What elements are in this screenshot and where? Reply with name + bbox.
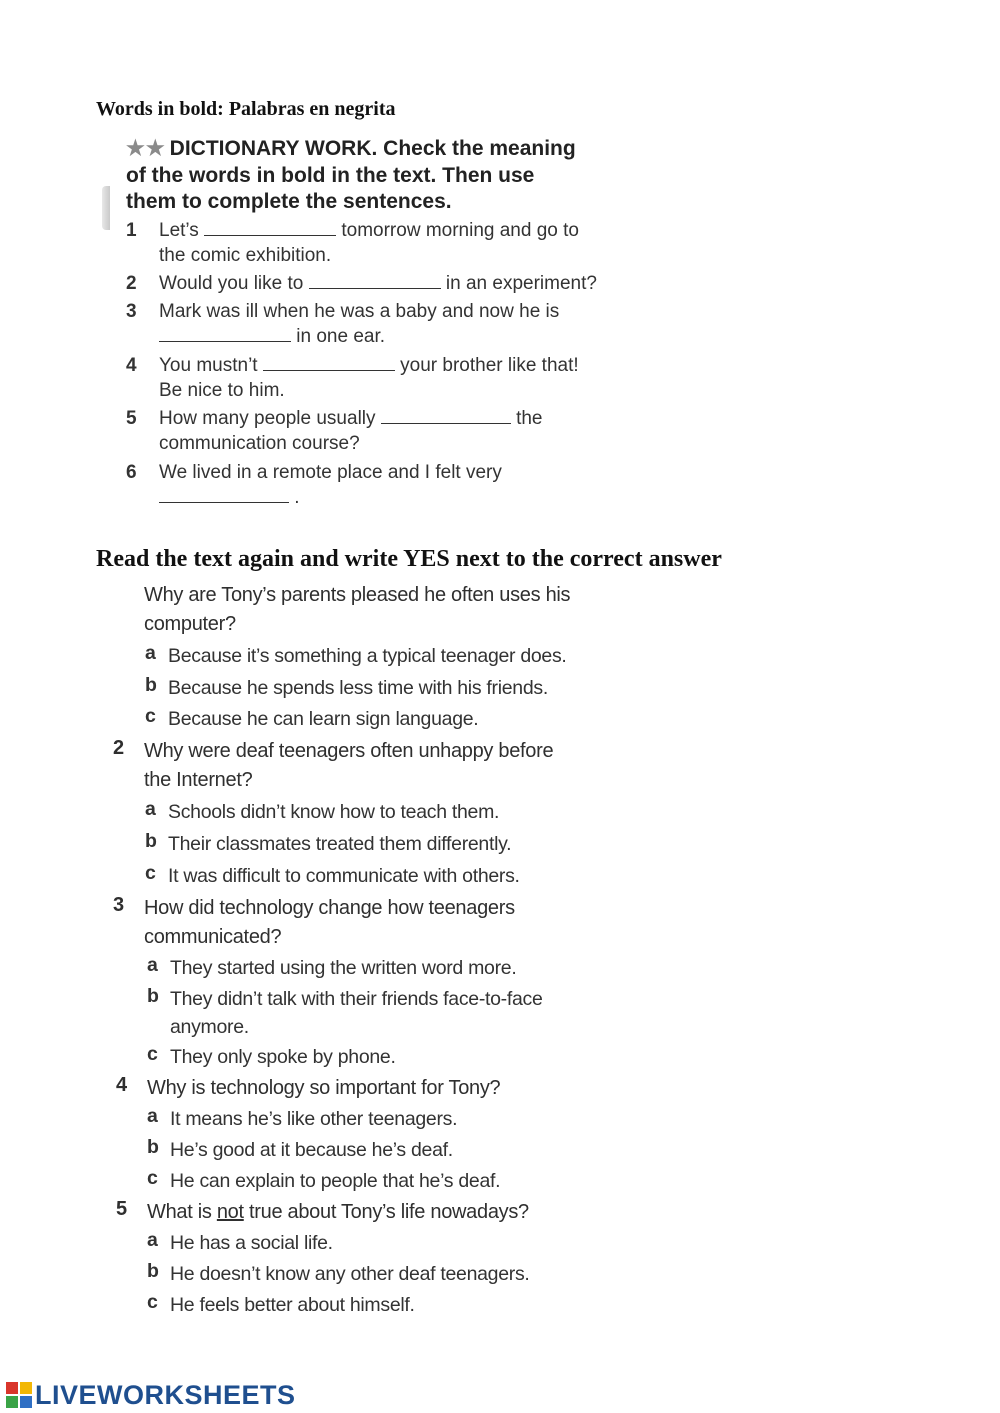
dictionary-exercise: ★★ DICTIONARY WORK. Check the meaning of the words in bold in the text. Then use them to complete the sentences. 1 Let’s tomorrow morning and go to the comic exhibition. 2 Would you like to in an experiment? 3 Mark was ill when he was a baby and now he is in one ear. 4 You mustn’t your brother like that! Be nice to him. 5 How many people usually the communication course? 6 We lived in a remote place and I felt very . <box>126 136 686 216</box>
read-again-heading: Read the text again and write YES next to the correct answer <box>96 546 722 572</box>
words-in-bold-heading: Words in bold: Palabras en negrita <box>96 98 396 120</box>
answer-blank[interactable] <box>159 325 291 342</box>
answer-blank[interactable] <box>309 272 441 289</box>
dictionary-instructions: ★★ DICTIONARY WORK. Check the meaning of the words in bold in the text. Then use them to complete the sentences. <box>126 137 576 213</box>
answer-blank[interactable] <box>263 354 395 371</box>
answer-blank[interactable] <box>204 219 336 236</box>
liveworksheets-logo-icon <box>6 1382 32 1408</box>
scan-edge-mark <box>102 186 110 230</box>
liveworksheets-logo-text: LIVEWORKSHEETS <box>35 1379 296 1410</box>
answer-blank[interactable] <box>381 407 511 424</box>
underlined-not: not <box>216 1201 244 1223</box>
answer-blank[interactable] <box>159 486 289 503</box>
star-icon: ★★ <box>126 137 166 160</box>
liveworksheets-logo[interactable] <box>6 1378 296 1412</box>
